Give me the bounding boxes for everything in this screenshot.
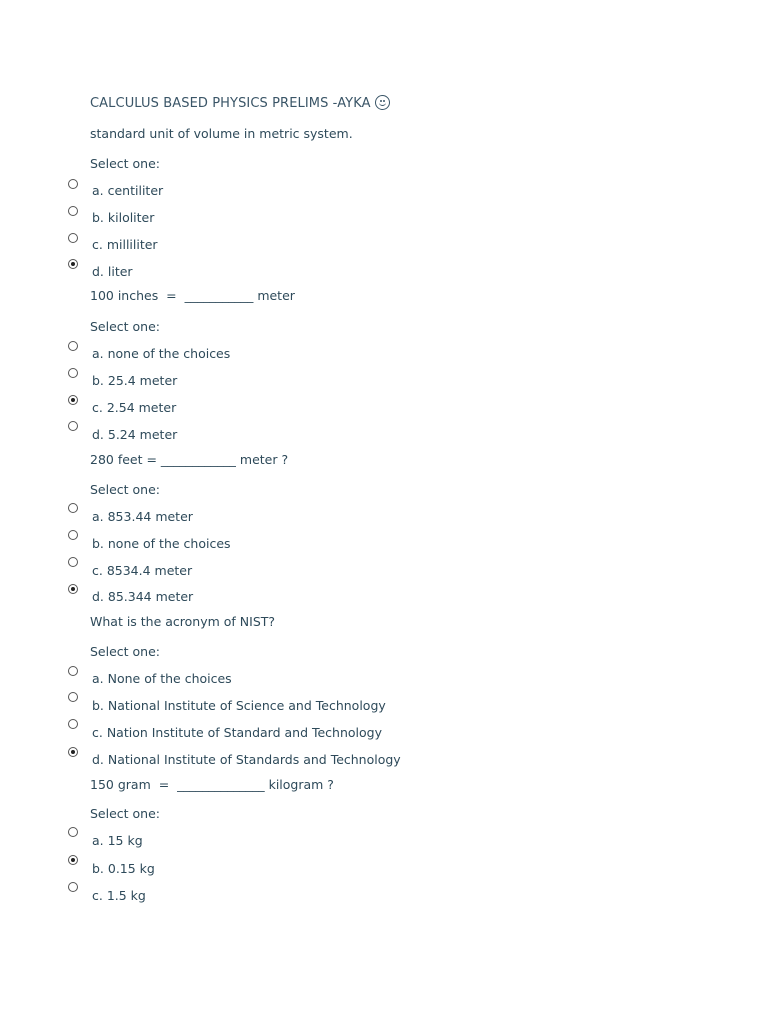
answer-option: a. 15 kg	[92, 833, 143, 848]
answer-option: c. Nation Institute of Standard and Technology	[92, 725, 383, 740]
answer-option: a. 853.44 meter	[92, 509, 193, 524]
page-title: CALCULUS BASED PHYSICS PRELIMS -AYKA	[90, 95, 390, 111]
answer-option: a. none of the choices	[92, 346, 231, 361]
question-text: 150 gram = ______________ kilogram ?	[90, 777, 334, 792]
answer-option: a. None of the choices	[92, 671, 232, 686]
answer-option: d. liter	[92, 264, 133, 279]
radio-button[interactable]	[68, 530, 78, 540]
radio-button[interactable]	[68, 557, 78, 567]
select-one-label: Select one:	[90, 644, 161, 659]
radio-button[interactable]	[68, 233, 78, 243]
answer-option: b. National Institute of Science and Technology	[92, 698, 386, 713]
radio-button[interactable]	[68, 719, 78, 729]
smiley-face-icon	[375, 95, 390, 110]
radio-button[interactable]	[68, 584, 78, 594]
radio-button[interactable]	[68, 882, 78, 892]
select-one-label: Select one:	[90, 319, 161, 334]
answer-option: a. centiliter	[92, 183, 164, 198]
select-one-label: Select one:	[90, 482, 161, 497]
radio-button[interactable]	[68, 206, 78, 216]
answer-option: c. 2.54 meter	[92, 400, 177, 415]
answer-option: b. 25.4 meter	[92, 373, 178, 388]
answer-option: b. 0.15 kg	[92, 861, 155, 876]
question-text: 280 feet = ____________ meter ?	[90, 452, 289, 467]
radio-button[interactable]	[68, 368, 78, 378]
radio-button[interactable]	[68, 855, 78, 865]
answer-option: c. milliliter	[92, 237, 158, 252]
radio-button[interactable]	[68, 747, 78, 757]
question-text: standard unit of volume in metric system.	[90, 126, 353, 141]
answer-option: b. kiloliter	[92, 210, 155, 225]
radio-button[interactable]	[68, 395, 78, 405]
radio-button[interactable]	[68, 421, 78, 431]
radio-button[interactable]	[68, 692, 78, 702]
radio-button[interactable]	[68, 341, 78, 351]
radio-button[interactable]	[68, 259, 78, 269]
radio-button[interactable]	[68, 827, 78, 837]
answer-option: d. National Institute of Standards and Technology	[92, 752, 401, 767]
answer-option: b. none of the choices	[92, 536, 231, 551]
radio-button[interactable]	[68, 503, 78, 513]
question-text: 100 inches = ___________ meter	[90, 288, 295, 303]
answer-option: c. 1.5 kg	[92, 888, 146, 903]
radio-button[interactable]	[68, 179, 78, 189]
select-one-label: Select one:	[90, 806, 161, 821]
answer-option: d. 5.24 meter	[92, 427, 178, 442]
radio-button[interactable]	[68, 666, 78, 676]
answer-option: c. 8534.4 meter	[92, 563, 193, 578]
question-text: What is the acronym of NIST?	[90, 614, 276, 629]
select-one-label: Select one:	[90, 156, 161, 171]
answer-option: d. 85.344 meter	[92, 589, 194, 604]
